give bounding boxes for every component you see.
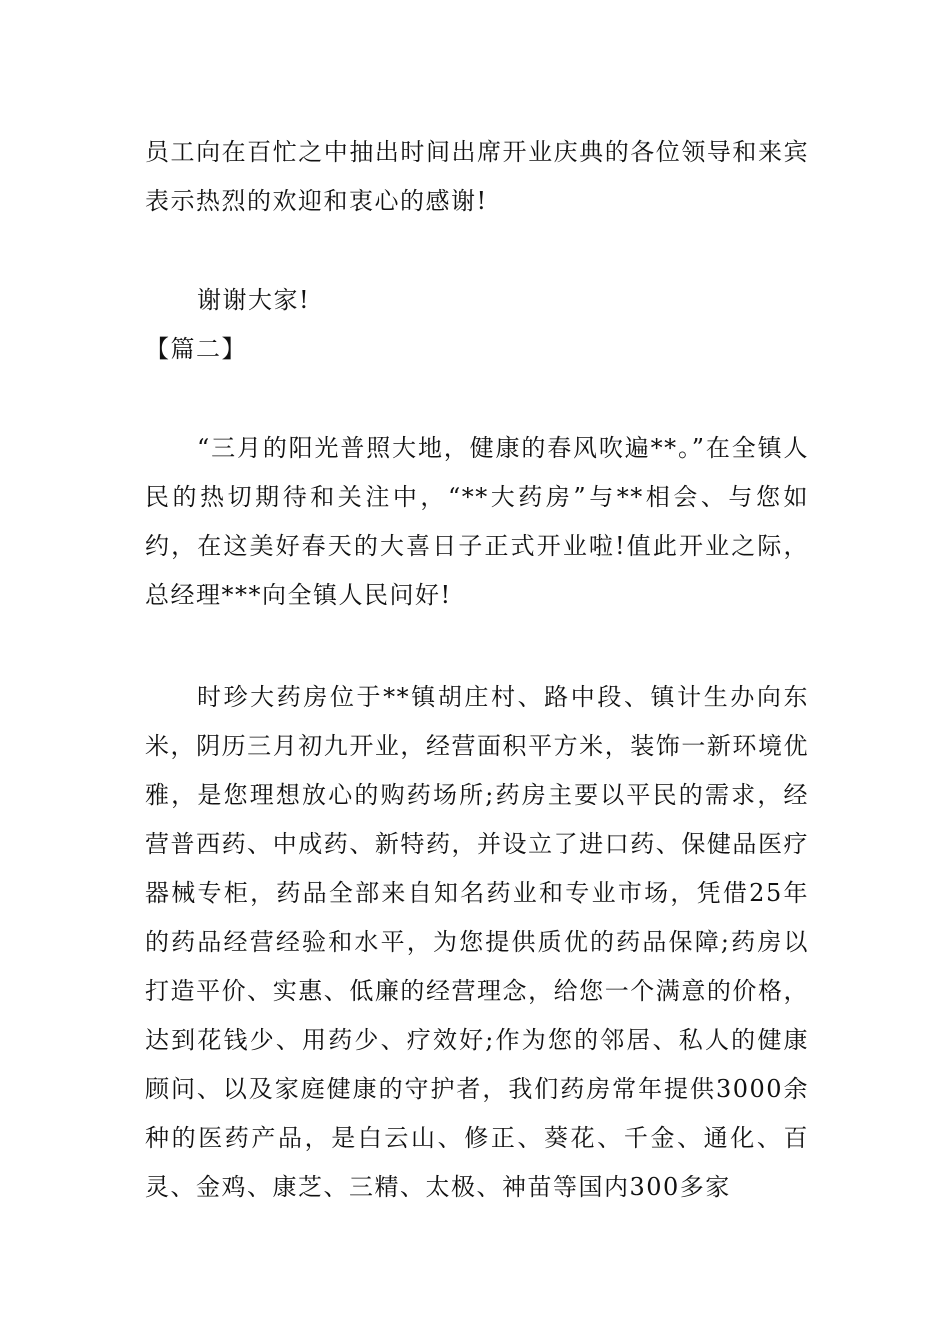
section-title: 【篇二】 [145, 335, 247, 363]
paragraph-thank-you: 谢谢大家! [197, 286, 311, 314]
paragraph-thanks-guests: 员工向在百忙之中抽出时间出席开业庆典的各位领导和来宾表示热烈的欢迎和衷心的感谢! [145, 138, 809, 215]
paragraph-pharmacy-intro: 时珍大药房位于**镇胡庄村、路中段、镇计生办向东米，阴历三月初九开业，经营面积平方米，装饰一新环境优雅，是您理想放心的购药场所;药房主要以平民的需求，经营普西药、中成药、新特药，并设立了进口药、保健品医疗器械专柜，药品全部来自知名药业和专业市场，凭借25年的药品经营经验和水平，为您提供质优的药品保障;药房以打造平价、实惠、低廉的经营理念，给您一个满意的价格，达到花钱少、用药少、疗效好;作为您的邻居、私人的健康顾问、以及家庭健康的守护者，我们药房常年提供3000余种的医药产品，是白云山、修正、葵花、千金、通化、百灵、金鸡、康芝、三精、太极、神苗等国内300多家 [145, 683, 809, 1201]
paragraph-opening: “三月的阳光普照大地，健康的春风吹遍**。”在全镇人民的热切期待和关注中，“**大药房”与**相会、与您如约，在这美好春天的大喜日子正式开业啦!值此开业之际，总经理***向全镇人民问好! [145, 434, 809, 609]
